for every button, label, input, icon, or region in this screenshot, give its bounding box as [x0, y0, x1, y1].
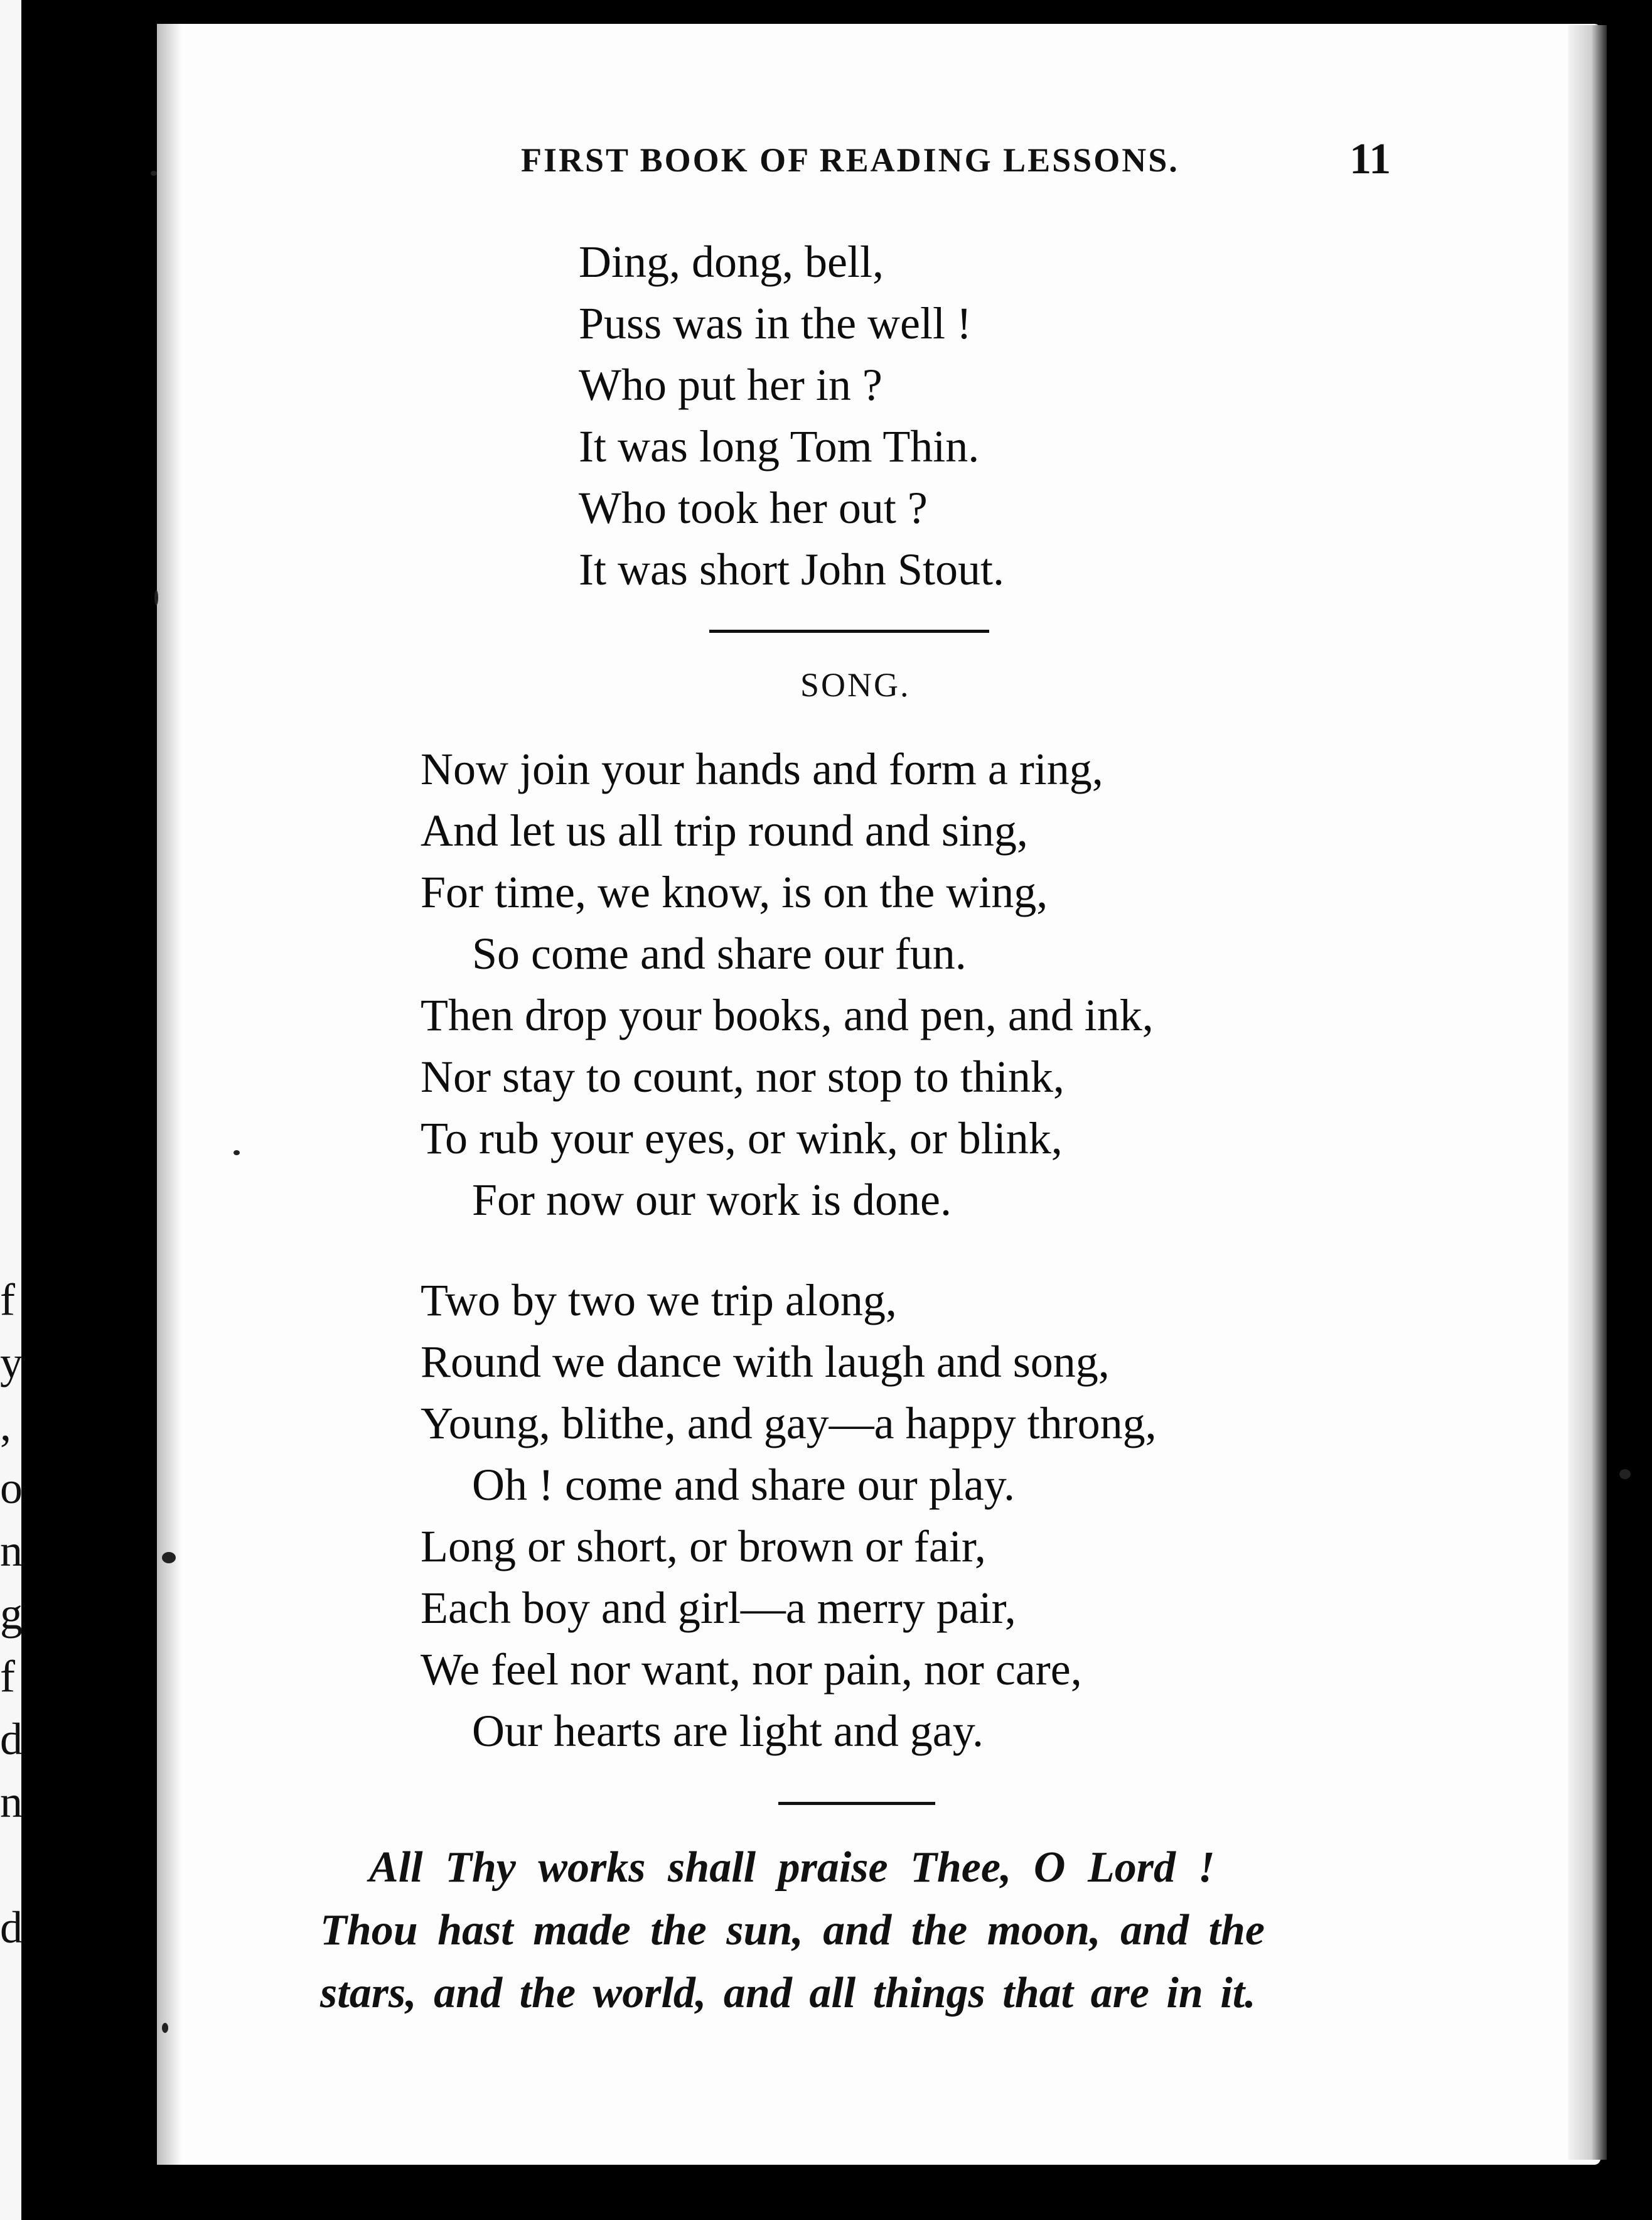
spine-shadow	[157, 24, 182, 2165]
print-speck	[1619, 1469, 1631, 1479]
stanza-line: Then drop your books, and pen, and ink,	[421, 990, 1154, 1040]
page-edge-curl	[1568, 25, 1607, 2160]
print-speck	[162, 2023, 168, 2033]
left-fragment: y	[0, 1337, 23, 1388]
stanza-line: Our hearts are light and gay.	[472, 1706, 984, 1756]
left-fragment: n	[0, 1777, 23, 1827]
section-divider	[778, 1802, 935, 1805]
left-fragment: f	[0, 1274, 15, 1325]
rhyme-line: It was short John Stout.	[579, 544, 1005, 595]
running-title: FIRST BOOK OF READING LESSONS.	[521, 141, 1179, 179]
left-fragment: n	[0, 1526, 23, 1576]
prayer-line: All Thy works shall praise Thee, O Lord !	[369, 1843, 1215, 1892]
stanza-line: To rub your eyes, or wink, or blink,	[421, 1113, 1063, 1163]
rhyme-line: Who put her in ?	[579, 360, 882, 410]
left-fragment: o	[0, 1463, 23, 1513]
prayer-line: Thou hast made the sun, and the moon, and the	[320, 1906, 1265, 1954]
stanza-line: For time, we know, is on the wing,	[421, 867, 1048, 917]
stanza-line: Two by two we trip along,	[421, 1275, 897, 1325]
left-fragment: ,	[0, 1400, 11, 1450]
left-fragment: d	[0, 1714, 23, 1764]
stanza-line: Nor stay to count, nor stop to think,	[421, 1052, 1065, 1102]
rhyme-line: It was long Tom Thin.	[579, 421, 980, 471]
prayer-verse	[320, 1836, 1425, 2025]
stanza-line: Young, blithe, and gay—a happy throng,	[421, 1398, 1157, 1448]
stanza-line: We feel nor want, nor pain, nor care,	[421, 1644, 1082, 1695]
stanza-line: Oh ! come and share our play.	[472, 1460, 1016, 1510]
section-divider	[709, 630, 989, 633]
song-stanza-2	[421, 1269, 1157, 1762]
left-page-fragments	[0, 1268, 23, 1959]
left-fragment: d	[0, 1902, 23, 1953]
left-fragment: g	[0, 1588, 23, 1639]
stanza-line: Each boy and girl—a merry pair,	[421, 1583, 1016, 1633]
song-title: SONG.	[800, 666, 911, 704]
rhyme-line: Ding, dong, bell,	[579, 237, 884, 287]
stanza-line: Now join your hands and form a ring,	[421, 744, 1103, 794]
print-speck	[233, 1150, 240, 1155]
stanza-line: For now our work is done.	[472, 1175, 952, 1225]
song-stanza-1	[421, 738, 1154, 1231]
nursery-rhyme	[579, 231, 1004, 600]
left-fragment	[0, 1833, 19, 1896]
print-speck	[154, 590, 158, 605]
left-fragment: f	[0, 1651, 15, 1701]
stanza-line: And let us all trip round and sing,	[421, 806, 1028, 856]
rhyme-line: Puss was in the well !	[579, 298, 972, 348]
print-speck	[151, 171, 157, 176]
stanza-line: So come and share our fun.	[472, 929, 967, 979]
stanza-line: Round we dance with laugh and song,	[421, 1337, 1110, 1387]
prayer-line: stars, and the world, and all things that are in it.	[320, 1969, 1256, 2017]
rhyme-line: Who took her out ?	[579, 483, 928, 533]
stanza-line: Long or short, or brown or fair,	[421, 1521, 986, 1571]
page-number: 11	[1349, 135, 1392, 183]
print-speck	[162, 1552, 176, 1563]
